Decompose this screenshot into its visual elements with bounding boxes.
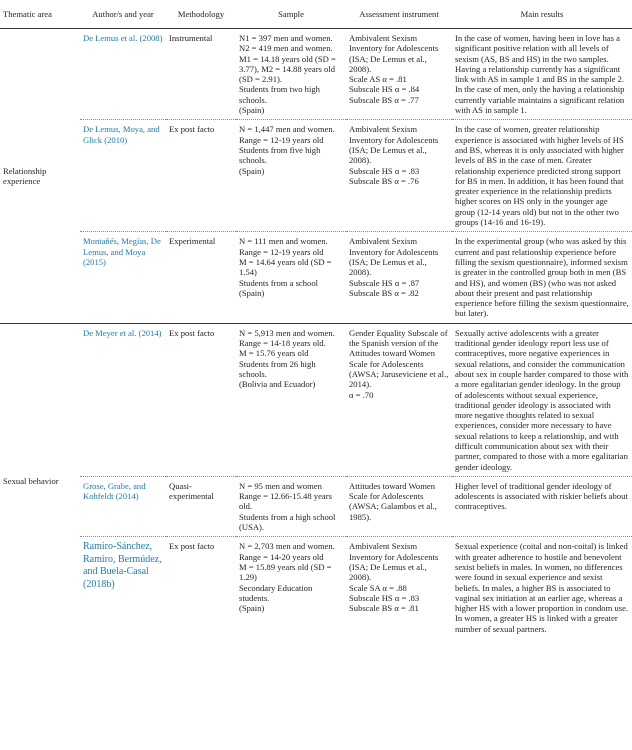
sample-line: N = 95 men and women <box>239 480 322 491</box>
sample-line: Range = 12-19 years old <box>239 134 324 145</box>
table-row <box>0 232 632 323</box>
sample-line: Range = 12-19 years old <box>239 246 324 257</box>
thematic-area-cell: Relationship experience <box>0 29 80 324</box>
sample-cell <box>236 537 346 638</box>
sample-line: Students from five high schools. <box>239 144 321 166</box>
sample-line: M1 = 14.18 years old (SD = 3.77), M2 = 14.88 years old (SD = 2.91). <box>239 53 336 85</box>
instrument-line: Subscale HS α = .83 <box>349 165 420 176</box>
table-body <box>0 29 632 639</box>
sample-line: (Spain) <box>239 165 265 176</box>
sample-cell <box>236 120 346 232</box>
author-link[interactable]: De Lemus et al. (2008) <box>80 29 166 120</box>
instrument-cell <box>346 29 452 120</box>
instrument-line: Scale AS α = .81 <box>349 74 407 85</box>
sample-line: Students from a high school (USA). <box>239 511 336 533</box>
author-link[interactable]: De Meyer et al. (2014) <box>80 323 166 476</box>
author-link[interactable]: Montañés, Megías, De Lemus, and Moya (2015) <box>80 232 166 323</box>
table-row <box>0 323 632 476</box>
sample-line: N = 1,447 men and women. <box>239 124 335 135</box>
results-cell: In the experimental group (who was asked by this current and past relationship experience before filling the sexism questionnaire), informed sexism is greater in the controlled group both in men (BS and HS), and women (BS) (who was not asked about their present and past relationship experience before filling the sexism questionnaire, but later). <box>452 232 632 323</box>
sample-line: N1 = 397 men and women. <box>239 33 333 43</box>
table-row <box>0 29 632 120</box>
sample-cell <box>236 476 346 536</box>
author-link[interactable]: Ramiro-Sánchez, Ramiro, Bermúdez, and Buela-Casal (2018b) <box>83 541 162 590</box>
sample-line: Students from 26 high schools. <box>239 358 316 379</box>
sample-line: N2 = 419 men and women. <box>239 43 333 54</box>
author-link[interactable]: Grose, Grabe, and Kohfeldt (2014) <box>80 476 166 536</box>
instrument-line: Subscale HS α = .83 <box>349 592 420 603</box>
instrument-cell <box>346 323 452 476</box>
instrument-cell <box>346 232 452 323</box>
sample-line: Students from two high schools. <box>239 84 320 105</box>
sample-line: Range = 12.66-15.48 years old. <box>239 491 332 512</box>
sample-line: M = 14.64 years old (SD = 1.54) <box>239 256 332 278</box>
header-author-year: Author/s and year <box>80 0 166 29</box>
results-cell: In the case of women, having been in love has a significant positive relation with all levels of sexism (AS, BS and HS) in the two samples. Having a relationship currently has a significant link with AS in sample 1 and BS in the sample 2. In the case of men, only the having a relationship currently variable maintains a significant relation with AS in sample 1. <box>452 29 632 120</box>
sample-line: M = 15.76 years old <box>239 348 309 359</box>
instrument-line: Gender Equality Subscale of the Spanish version of the Attitudes toward Women Scale for Adolescents (AWSA; Jaruseviciene et al., 2014). <box>349 327 449 390</box>
sample-line: N = 111 men and women. <box>239 236 328 247</box>
methodology-cell: Ex post facto <box>166 323 236 476</box>
header-thematic-area: Thematic area <box>0 0 80 29</box>
header-methodology: Methodology <box>166 0 236 29</box>
sample-line: Range = 14-18 years old. <box>239 338 326 349</box>
instrument-cell <box>346 537 452 638</box>
methodology-cell: Experimental <box>166 232 236 323</box>
sample-line: (Bolivia and Ecuador) <box>239 379 316 390</box>
instrument-line: Ambivalent Sexism Inventory for Adolescents (ISA; De Lemus et al., 2008). <box>349 124 439 166</box>
instrument-line: Ambivalent Sexism Inventory for Adolescents (ISA; De Lemus et al., 2008). <box>349 236 439 278</box>
sample-line: N = 2,703 men and women. <box>239 541 335 552</box>
results-cell: Higher level of traditional gender ideology of adolescents is associated with riskier beliefs about contraceptives. <box>452 476 632 536</box>
instrument-line: Ambivalent Sexism Inventory for Adolescents (ISA; De Lemus et al., 2008). <box>349 33 439 74</box>
methodology-cell: Instrumental <box>166 29 236 120</box>
sample-line: Students from a school (Spain) <box>239 277 319 298</box>
instrument-cell <box>346 476 452 536</box>
table-header <box>0 0 632 29</box>
results-cell: In the case of women, greater relationship experience is associated with higher levels of HS and BS, whereas it is only associated with higher levels of BS in the case of men. Greater relationship experience predicted strong support for BS in men. In addition, it has been found that greater experience in the relationship predicts higher scores on HS only in the younger age group (12-14 years old) but not in the other two groups (14-16 and 16-19). <box>452 120 632 232</box>
table-row <box>0 120 632 232</box>
instrument-line: Scale SA α = .88 <box>349 582 407 593</box>
author-link[interactable]: De Lemus, Moya, and Glick (2010) <box>80 120 166 232</box>
methodology-cell: Ex post facto <box>169 541 215 552</box>
header-sample: Sample <box>236 0 346 29</box>
instrument-line: Subscale HS α = .84 <box>349 84 420 95</box>
sample-line: (Spain) <box>239 105 265 116</box>
methodology-cell: Quasi-experimental <box>166 476 236 536</box>
sample-cell <box>236 323 346 476</box>
results-cell: Sexual experience (coital and non-coital) is linked with greater adherence to hostile and benevolent sexist beliefs in males. In women, no differences were found in sexual experience and sexist beliefs. In males, a higher BS is associated to vaginal sex initiation at an earlier age, whereas a higher HS with a lower proportion in condom use. In women, a greater HS is linked with a greater number of sexual partners. <box>455 541 629 634</box>
sample-line: N = 5,913 men and women. <box>239 327 335 338</box>
sample-cell <box>236 29 346 120</box>
instrument-line: Subscale HS α = .87 <box>349 277 420 288</box>
instrument-line: α = .70 <box>349 389 374 400</box>
thematic-area-cell: Sexual behavior <box>3 475 59 486</box>
instrument-line: Subscale BS α = .81 <box>349 603 419 614</box>
sample-line: Secondary Education students. <box>239 582 313 603</box>
table-row <box>0 476 632 536</box>
header-assessment-instrument: Assessment instrument <box>346 0 452 29</box>
table-row <box>0 537 632 638</box>
methodology-cell: Ex post facto <box>166 120 236 232</box>
sample-cell <box>236 232 346 323</box>
instrument-line: Subscale BS α = .77 <box>349 94 419 105</box>
sample-line: M = 15.89 years old (SD = 1.29) <box>239 561 332 583</box>
instrument-line: Subscale BS α = .82 <box>349 287 419 298</box>
header-main-results: Main results <box>452 0 632 29</box>
sample-line: Range = 14-20 years old <box>239 551 324 562</box>
instrument-line: Attitudes toward Women Scale for Adolescents (AWSA; Galambos et al., 1985). <box>349 480 437 522</box>
instrument-line: Subscale BS α = .76 <box>349 175 419 186</box>
sample-line: (Spain) <box>239 603 265 614</box>
results-cell: Sexually active adolescents with a greater traditional gender ideology report less use of contraceptives, more negative experiences in sexual relations, and consider the communication about sex in couple harder compared to those with a more egalitarian gender ideology. In the group of adolescents without sexual experience, traditional gender ideology is associated with more negative thoughts related to sexual experiences, consider more necessary to have sexual relations to keep a relationship, and with difficult communication about sex with their partner, compared to those with a more egalitarian gender ideology. <box>452 323 632 476</box>
instrument-cell <box>346 120 452 232</box>
instrument-line: Ambivalent Sexism Inventory for Adolescents (ISA; De Lemus et al., 2008). <box>349 541 439 583</box>
